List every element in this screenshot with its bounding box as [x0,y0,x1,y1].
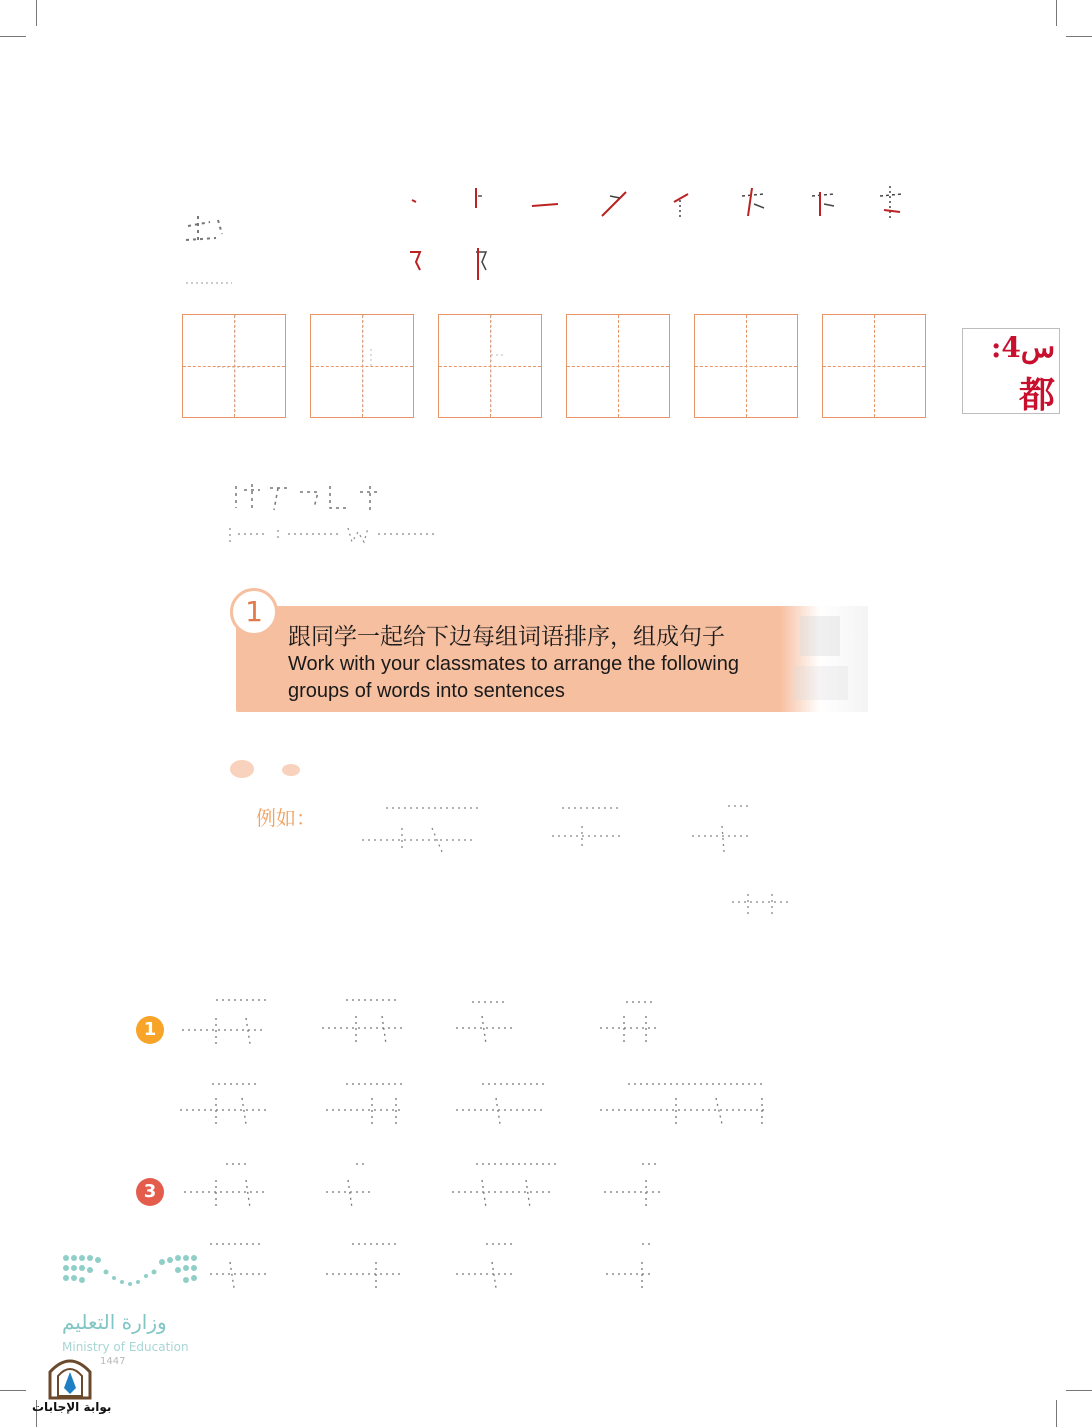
faded-exercise-words [176,1078,776,1132]
instruction-title-en: Work with your classmates to arrange the following groups of words into sentences [288,653,739,702]
ministry-year: 1447 [100,1356,126,1367]
writing-grid-box[interactable] [438,314,542,418]
writing-grid-box[interactable] [566,314,670,418]
faded-exercise-words [176,994,676,1058]
decorative-dot [282,764,300,776]
stroke-step [736,182,776,222]
activity-number-badge: 1 [230,588,278,636]
exercise-number-badge: 1 [136,1016,164,1044]
crop-mark [0,36,26,37]
stroke-step [528,182,568,222]
decorative-dot [230,760,254,778]
question-box [962,328,1060,414]
writing-grid-box[interactable] [182,314,286,418]
question-character: 都 [1018,375,1055,416]
instruction-title-zh: 跟同学一起给下边每组词语排序，组成句子 [288,624,725,650]
stroke-step [666,182,706,222]
crop-mark [0,1390,26,1391]
question-label: :4س [990,331,1055,364]
crop-mark [1056,0,1057,26]
writing-grid-box[interactable] [822,314,926,418]
crop-mark [36,0,37,26]
stroke-step [468,240,508,280]
example-label: 例如： [256,806,316,830]
ministry-name-english: Ministry of Education [62,1340,189,1354]
faded-example-words [352,800,812,934]
answers-portal-text: بوابة الإجابات [32,1400,112,1414]
faded-section-subheading [228,524,438,550]
stroke-step [806,182,846,222]
stroke-step [462,182,502,222]
ministry-name-arabic: وزارة التعليم [62,1310,167,1334]
banner-illustration [780,606,868,712]
exercise-number-badge: 3 [136,1178,164,1206]
crop-mark [1066,36,1092,37]
stroke-step [874,182,914,222]
faded-section-heading [230,480,390,518]
stroke-step [596,182,636,222]
faded-exercise-words [176,1158,676,1222]
faded-exercise-words [176,1236,676,1296]
stroke-step [402,240,442,280]
writing-grid-box[interactable] [310,314,414,418]
stroke-step [402,182,442,222]
crop-mark [1066,1390,1092,1391]
faded-label [184,276,234,294]
writing-grid-box[interactable] [694,314,798,418]
faded-character [182,212,232,264]
crop-mark [1056,1400,1057,1427]
ministry-logo-icon [62,1252,198,1292]
